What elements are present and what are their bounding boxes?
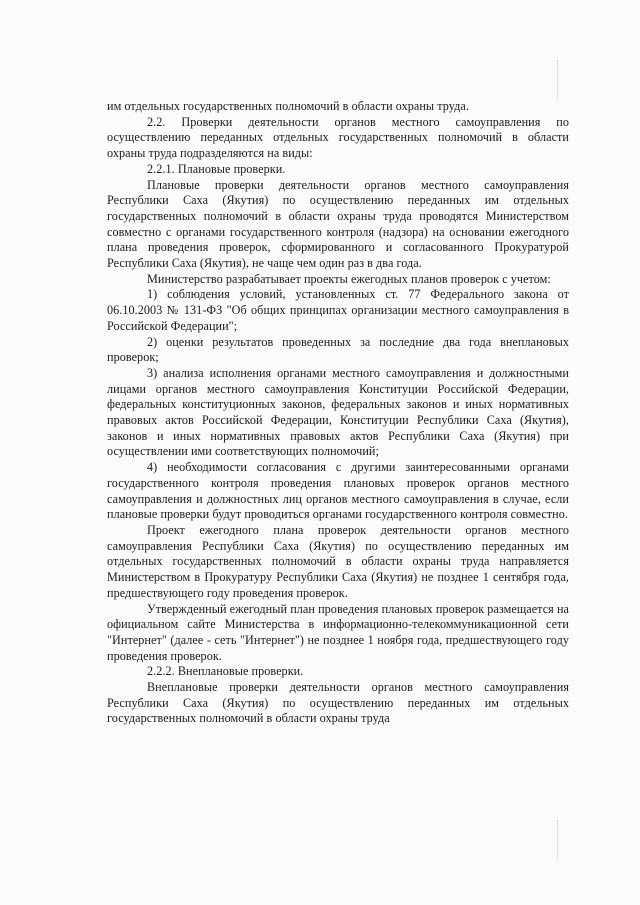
list-item-1: 1) соблюдения условий, установленных ст. 77 Федерального закона от 06.10.2003 № 131-ФЗ "Об общих принципах организации местного самоуправления в Российской Федерации"; [107,287,569,333]
list-item-2: 2) оценки результатов проведенных за последние два года внеплановых проверок; [107,334,569,365]
list-item-4: 4) необходимости согласования с другими заинтересованными органами государственного контроля проведения плановых проверок органов местного самоуправления и должностных лиц органов местного самоуправления в случае, если плановые проверки будут проводиться органами государственного контроля совместно. [107,460,569,522]
list-item-3: 3) анализа исполнения органами местного самоуправления и должностными лицами органов местного самоуправления Конституции Российской Федерации, федеральных конституционных законов, федеральных законов и иных нормативных правовых актов Российской Федерации, Конституции Республики Саха (Якутия), законов и иных нормативных правовых актов Республики Саха (Якутия) при осуществлении ими соответствующих полномочий; [107,365,569,459]
paragraph-ministry-plans: Министерство разрабатывает проекты ежегодных планов проверок с учетом: [147,271,551,286]
heading-unplanned-inspections: 2.2.2. Внеплановые проверки. [147,664,304,679]
heading-planned-inspections: 2.2.1. Плановые проверки. [147,161,286,176]
paragraph-continuation: им отдельных государственных полномочий в области охраны труда. [107,99,469,113]
paragraph-plan-draft: Проект ежегодного плана проверок деятельности органов местного самоуправления Республики Саха (Якутия) по осуществлению переданных им отдельных государственных полномочий в области охраны труда направляется Министерством в Прокуратуру Республики Саха (Якутия) не позднее 1 сентября года, предшествующего году проведения проверок. [107,522,569,600]
scan-artifact-bottom [557,820,560,860]
document-body [107,99,569,727]
paragraph-approved-plan: Утвержденный ежегодный план проведения плановых проверок размещается на официальном сайте Министерства в информационно-телекоммуникационной сети "Интернет" (далее - сеть "Интернет") не позднее 1 ноября года, предшествующего году проведения проверок. [107,601,569,663]
paragraph-planned-inspections: Плановые проверки деятельности органов местного самоуправления Республики Саха (Якутия) по осуществлению переданных им отдельных государственных полномочий в области охраны труда проводятся Министерством совместно с органами государственного контроля (надзора) на основании ежегодного плана проведения проверок, сформированного и согласованного Прокуратурой Республики Саха (Якутия), не чаще чем один раз в два года. [107,177,569,271]
paragraph-section-2-2: 2.2. Проверки деятельности органов местного самоуправления по осуществлению переданных отдельных государственных полномочий в области охраны труда подразделяются на виды: [107,114,569,161]
paragraph-unplanned-inspections: Внеплановые проверки деятельности органов местного самоуправления Республики Саха (Якутия) по осуществлению переданных им отдельных государственных полномочий в области охраны труда [107,680,569,726]
scan-artifact-top [557,60,560,100]
